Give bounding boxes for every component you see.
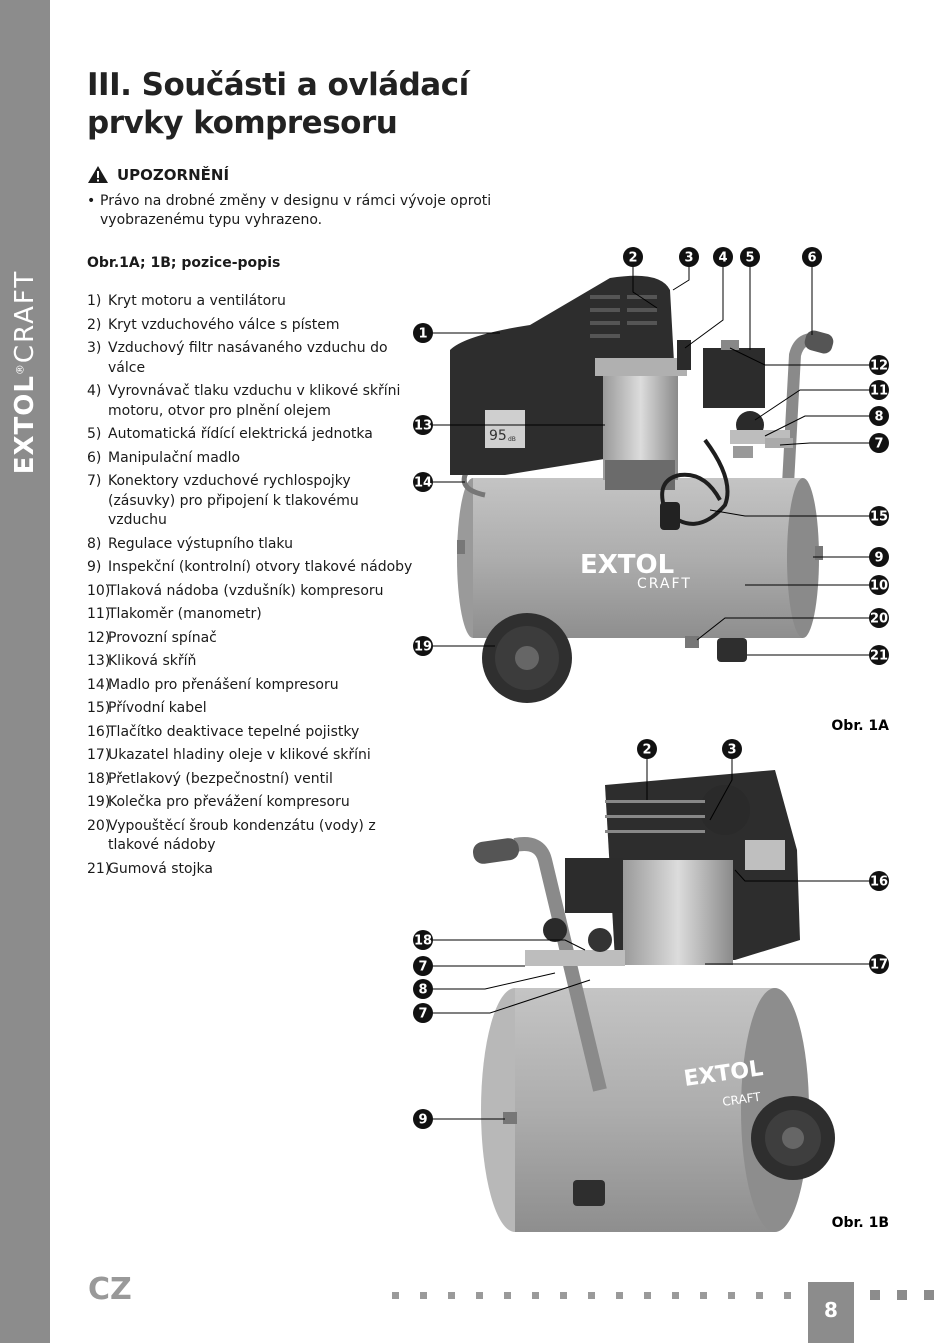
callout-number: 17 [869, 957, 889, 973]
tank-1a [457, 478, 823, 638]
callout-number: 11 [869, 383, 889, 399]
part-item [87, 676, 417, 696]
footer-dots [392, 1292, 812, 1299]
part-item [87, 316, 417, 336]
language-code: CZ [88, 1272, 132, 1307]
callout-number: 14 [413, 475, 433, 491]
part-label: Kryt vzduchového válce s pístem [108, 316, 340, 333]
part-number: 21) [87, 860, 111, 877]
warning-heading: UPOZORNĚNÍ [87, 165, 229, 184]
callout-number: 13 [413, 418, 433, 434]
page-number: 8 [808, 1282, 854, 1343]
callout-number: 2 [642, 742, 652, 758]
compressor-figures [405, 240, 915, 1250]
part-label: Vzduchový filtr nasávaného vzduchu do válce [108, 340, 388, 376]
part-item [87, 770, 417, 790]
part-item [87, 449, 417, 469]
part-item [87, 339, 417, 378]
warning-text: • Právo na drobné změny v designu v rámci vývoje oproti vyobrazenému typu vyhrazeno. [87, 193, 492, 228]
part-item [87, 860, 417, 880]
part-label: Vyrovnávač tlaku vzduchu v klikové skříni motoru, otvor pro plnění olejem [108, 383, 401, 419]
tank-brand-1b: EXTOL [682, 1056, 765, 1092]
callout-number: 5 [745, 250, 755, 266]
cylinder-block-2 [595, 358, 687, 490]
part-label: Ukazatel hladiny oleje v klikové skříni [108, 747, 371, 763]
part-number: 9) [87, 559, 102, 575]
part-label: Kliková skříň [108, 653, 197, 669]
callout-number: 3 [727, 742, 737, 758]
part-item [87, 535, 417, 555]
callout-number: 20 [869, 611, 889, 627]
page-title: III. Součásti a ovládací prvky kompresoru [87, 67, 469, 141]
sidebar-band [0, 0, 50, 1343]
part-item [87, 629, 417, 649]
callout-number: 18 [413, 933, 433, 949]
callout-number: 8 [874, 409, 884, 425]
part-item [87, 723, 417, 743]
callout-number: 7 [874, 436, 884, 452]
part-label: Tlakoměr (manometr) [108, 606, 262, 622]
part-item [87, 582, 417, 602]
part-item [87, 817, 417, 856]
part-number: 11) [87, 606, 111, 622]
foot-21 [717, 638, 747, 662]
parts-list [87, 292, 417, 883]
part-item [87, 292, 417, 312]
part-number: 19) [87, 794, 111, 810]
callout-number: 4 [718, 250, 728, 266]
drain-20 [685, 636, 699, 648]
part-label: Automatická řídící elektrická jednotka [108, 426, 373, 442]
part-number: 15) [87, 700, 111, 716]
part-item [87, 699, 417, 719]
warning-icon [87, 165, 109, 184]
part-label: Madlo pro přenášení kompresoru [108, 676, 339, 693]
callout-number: 7 [418, 1006, 428, 1022]
part-number: 14) [87, 676, 111, 693]
part-item [87, 652, 417, 672]
part-label: Gumová stojka [108, 860, 213, 877]
part-label: Kryt motoru a ventilátoru [108, 293, 286, 309]
brand-logo: EXTOL®CRAFT [10, 269, 40, 475]
figure-reference: Obr.1A; 1B; pozice-popis [87, 255, 281, 271]
part-label: Regulace výstupního tlaku [108, 535, 293, 552]
callout-number: 16 [869, 874, 889, 890]
callout-number: 1 [418, 326, 428, 342]
part-item [87, 425, 417, 445]
part-item [87, 605, 417, 625]
tank-1b [481, 988, 809, 1232]
callout-number: 15 [869, 509, 889, 525]
part-label: Tlačítko deaktivace tepelné pojistky [108, 723, 360, 740]
manifold-7-8-11 [730, 411, 793, 458]
part-label: Tlaková nádoba (vzdušník) kompresoru [108, 582, 384, 599]
tank-sub-1a: CRAFT [637, 576, 692, 592]
callout-number: 3 [684, 250, 694, 266]
callout-number: 6 [807, 250, 817, 266]
callout-number: 10 [869, 578, 889, 594]
part-number: 12) [87, 629, 111, 646]
part-number: 17) [87, 747, 111, 763]
part-number: 4) [87, 383, 102, 399]
caption-1a: Obr. 1A [831, 718, 889, 734]
part-number: 10) [87, 582, 111, 599]
part-item [87, 746, 417, 766]
part-label: Vypouštěcí šroub kondenzátu (vody) z tlakové nádoby [108, 817, 376, 853]
part-number: 8) [87, 535, 102, 552]
part-number: 5) [87, 426, 102, 442]
part-number: 6) [87, 449, 102, 466]
callout-number: 2 [628, 250, 638, 266]
part-label: Manipulační madlo [108, 449, 241, 466]
callout-number: 8 [418, 982, 428, 998]
tank-sub-1b: CRAFT [721, 1089, 762, 1109]
part-item [87, 382, 417, 421]
part-item [87, 472, 417, 531]
part-item [87, 558, 417, 578]
noise-label: 95 [489, 428, 507, 444]
part-label: Přívodní kabel [108, 700, 207, 716]
part-number: 20) [87, 817, 111, 834]
part-label: Přetlakový (bezpečnostní) ventil [108, 770, 333, 787]
filter-4 [677, 340, 691, 370]
callout-number: 19 [413, 639, 433, 655]
callout-number: 21 [869, 648, 889, 664]
callout-number: 9 [874, 550, 884, 566]
tank-brand-1a: EXTOL [580, 550, 675, 580]
part-label: Konektory vzduchové rychlospojky (zásuvky) pro připojení k tlakovému vzduchu [108, 473, 359, 528]
figure-1a [450, 276, 835, 703]
part-label: Inspekční (kontrolní) otvory tlakové nádoby [108, 559, 413, 575]
noise-unit: dB [508, 436, 516, 443]
caption-1b: Obr. 1B [831, 1215, 889, 1231]
part-label: Kolečka pro převážení kompresoru [108, 794, 350, 810]
part-number: 3) [87, 340, 102, 356]
part-number: 16) [87, 723, 111, 740]
part-item [87, 793, 417, 813]
part-number: 2) [87, 316, 102, 333]
callout-number: 7 [418, 959, 428, 975]
footer-squares [870, 1290, 950, 1300]
part-number: 13) [87, 653, 111, 669]
wheel-19 [482, 613, 572, 703]
part-number: 7) [87, 473, 102, 489]
part-number: 1) [87, 293, 102, 309]
part-number: 18) [87, 770, 111, 787]
callout-number: 12 [869, 358, 889, 374]
callout-number: 9 [418, 1112, 428, 1128]
part-label: Provozní spínač [108, 629, 217, 646]
